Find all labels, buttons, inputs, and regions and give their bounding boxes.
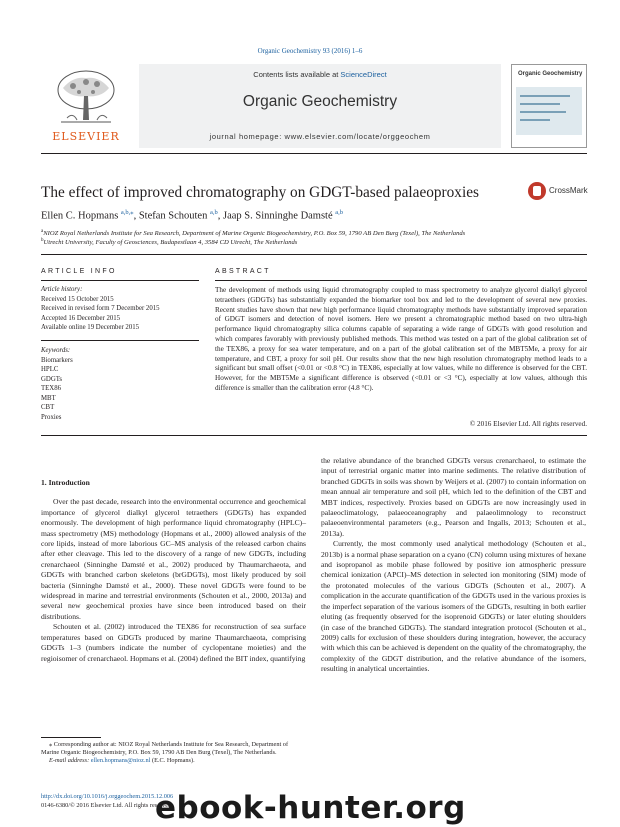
affiliation-text: NIOZ Royal Netherlands Institute for Sea Research, Department of Marine Organic Biogeochemistry, P.O. Box 59, 1790 AB Den Burg (Texel), The Netherlands	[43, 230, 466, 238]
body-paragraph: Over the past decade, research into the environmental occurrence and geochemical importance of glycerol dialkyl glycerol tetraethers (GDGTs) has expanded enormously. The development of high performance liquid chromatography (HPLC)–mass spectrometry (MS) methodology (Hopmans et al., 2000) allowed analysis of the core lipids, instead of more laborious GC–MS analysis of the released carbon chains after ether cleavage. This led to the discovery of a range of new GDGTs, including crenarchaeol (Sinninghe Damsté et al., 2002) produced by Thaumarchaeota, and GDGTs with branched carbon skeletons (brGDGTs), most likely produced by soil bacteria (Sinninghe Damsté et al., 2000). These novel GDGTs were found to be widespread in marine and terrestrial environments (Schouten et al., 2000, 2013a) and several new geochemical proxies have since been introduced based on their distributions.	[41, 497, 306, 621]
article-info-heading: ARTICLE INFO	[41, 268, 117, 275]
email-link[interactable]: ellen.hopmans@nioz.nl	[90, 757, 151, 764]
affiliation	[41, 238, 297, 246]
crossmark-label: CrossMark	[549, 186, 588, 195]
journal-homepage[interactable]: journal homepage: www.elsevier.com/locate/orggeochem	[209, 132, 431, 141]
author-affiliation-marker[interactable]: a,b	[335, 209, 344, 216]
cover-title: Organic Geochemistry	[518, 71, 583, 77]
cover-artwork	[516, 87, 582, 135]
body-paragraph: the relative abundance of the branched GDGTs versus crenarchaeol, to estimate the input of terrestrial organic matter into marine sediments. The relative distribution of branched GDGTs in soils was shown by Weijers et al. (2007) to contain information on mean annual air temperature and soil pH, which led to the definition of the CBT and MBT indices, respectively. Proxies based on GDGTs are now increasingly used in palaeoclimatology, palaeoceanography and palaeolimnology to reconstruct palaeoenvironmental parameters (e.g., Pearson and Ingalls, 2013; Schouten et al., 2013a).	[321, 456, 586, 538]
header-rule	[41, 153, 587, 154]
keyword: HPLC	[41, 366, 59, 373]
affiliation-marker: a	[41, 229, 44, 234]
email-line	[41, 757, 306, 765]
email-label: E-mail address:	[49, 757, 91, 764]
corresponding-author-note: ⁎ Corresponding author at: NIOZ Royal Netherlands Institute for Sea Research, Department of Marine Organic Biogeochemistry, P.O. Box 59, 1790 AB Den Burg (Texel), The Netherlands.	[41, 741, 289, 756]
footnote	[41, 741, 306, 765]
author-affiliation-marker[interactable]: a,b,⁎	[120, 209, 134, 216]
journal-reference-link[interactable]: Organic Geochemistry 93 (2016) 1–6	[257, 47, 363, 55]
keyword: MBT	[41, 394, 56, 402]
body-column-right	[321, 456, 586, 675]
watermark-text: ebook-hunter.org	[155, 790, 466, 826]
elsevier-tree-icon	[53, 68, 119, 128]
doi-link[interactable]: http://dx.doi.org/10.1016/j.orggeochem.2015.12.006	[41, 793, 174, 800]
body-paragraph: Currently, the most commonly used analytical methodology (Schouten et al., 2013b) is a normal phase separation on a cyano (CN) column using mixtures of hexane and isopropanol as mobile phase followed by positive ion atmospheric pressure chemical ionization (APCI)–MS detection in selected ion monitoring (SIM) mode of the protonated molecules of the various GDGTs (Schouten et al., 2007). A complication in the accurate quantification of the GDGTs used in the various proxies is the imperfect separation of the various isomers of the GDGTs, resulting in both earlier eluting (as frequently observed for the isoprenoid GDGTs) or later eluting shoulders (in case of the branched GDGTs). The standard integration protocol (Schouten et al., 2009) calls for exclusion of these shoulders during integration, however, the accuracy with which this can be achieved is dependent on the quality of the chromatography, the complexity of the GDGT distribution, and the relative abundance of the isomers, resulting in analytical uncertainties.	[321, 539, 586, 674]
article-title: The effect of improved chromatography on GDGT-based palaeoproxies	[41, 184, 479, 201]
doi-block	[41, 793, 173, 810]
author-name[interactable]: Ellen C. Hopmans	[41, 210, 119, 222]
keywords-label: Keywords:	[41, 347, 71, 354]
affiliation-text: Utrecht University, Faculty of Geosciences, Budapestlaan 4, 3584 CD Utrecht, The Netherlands	[43, 239, 298, 247]
abstract-copyright: © 2016 Elsevier Ltd. All rights reserved.	[469, 420, 587, 428]
issn-line: 0146-6380/© 2016 Elsevier Ltd. All rights reserved.	[41, 801, 173, 809]
keyword: CBT	[41, 404, 55, 411]
keywords-rule	[41, 340, 199, 341]
journal-cover-thumbnail[interactable]	[511, 64, 587, 148]
journal-header	[41, 64, 587, 148]
keyword: Proxies	[41, 413, 62, 421]
body-paragraph: Schouten et al. (2002) introduced the TEX86 for reconstruction of sea surface temperatures based on GDGTs produced by marine Thaumarchaeota, comprising GDGTs 1–3 (numbers indicate the number of cyclopentane moieties) and the regioisomer of crenarchaeol. Hopmans et al. (2004) defined the BIT index, quantifying	[41, 622, 306, 663]
history-entry: Received 15 October 2015	[41, 295, 114, 303]
elsevier-logo[interactable]	[41, 64, 131, 148]
abstract-text: The development of methods using liquid chromatography coupled to mass spectrometry to analyze glycerol dialkyl glycerol tetraethers (GDGTs) has substantially expanded the biomarker tool box and led to the development of several new proxies. Recent studies have shown that new high performance liquid chromatography methods have substantially improved separation of GDGT isomers and detection of novel isomers. Here we present a chromatographic method based on two ultra-high performance liquid chromatography silica columns capable of separating a wide range of GDGTs with good resolution and which compares favorably with previously published methods. This method was tested on a part of the global calibration set of the TEX86, a proxy for sea water temperature, and on a part of the global calibration set of the MBT5Me, a proxy for air temperature, and CBT, a proxy for soil pH. Our results show that the new high resolution chromatography method leads to a significant but small offset (<0.01 or <0.8 °C) in TEX86, especially at low values, while no difference is observed for the CBT. However, for the MBT5Me a significant difference is observed (<0.01 or <3 °C), especially at low values, although this difference is smaller than the calibration error (4.8 °C).	[215, 286, 587, 392]
journal-name: Organic Geochemistry	[242, 93, 398, 110]
section-rule	[41, 254, 587, 255]
author-name[interactable]: Jaap S. Sinninghe Damsté	[222, 210, 333, 222]
keyword: TEX86	[41, 385, 62, 392]
author-list: Ellen C. Hopmans $^{a,b,⁎}$, Stefan Schouten $^{a,b}$, Jaap S. Sinninghe Damsté $^{a,b}$	[41, 209, 344, 222]
footnote-rule	[41, 737, 101, 738]
sciencedirect-link[interactable]: ScienceDirect	[340, 70, 387, 79]
keyword: GDGTs	[41, 375, 63, 383]
history-entry: Accepted 16 December 2015	[41, 314, 121, 322]
author-name[interactable]: Stefan Schouten	[138, 210, 208, 222]
history-entry: Received in revised form 7 December 2015	[41, 305, 160, 312]
email-suffix: (E.C. Hopmans).	[150, 757, 195, 764]
article-info-rule	[41, 280, 199, 281]
article-history	[41, 285, 160, 333]
history-entry: Available online 19 December 2015	[41, 324, 140, 331]
author-affiliation-marker[interactable]: a,b	[209, 209, 218, 216]
contents-line	[139, 70, 501, 79]
affiliation	[41, 229, 465, 237]
keywords-list	[41, 346, 73, 422]
abstract-heading: ABSTRACT	[215, 268, 271, 275]
body-rule	[41, 435, 587, 436]
masthead-box	[139, 64, 501, 148]
crossmark-badge[interactable]	[528, 182, 588, 202]
crossmark-icon	[528, 182, 546, 200]
history-label: Article history:	[41, 286, 83, 293]
abstract-rule	[215, 280, 587, 281]
elsevier-wordmark: ELSEVIER	[52, 130, 120, 143]
contents-prefix: Contents lists available at	[253, 70, 341, 79]
body-column-left	[41, 478, 306, 664]
affiliation-marker: b	[41, 238, 44, 243]
section-heading: 1. Introduction	[41, 478, 90, 487]
keyword: Biomarkers	[41, 356, 73, 364]
